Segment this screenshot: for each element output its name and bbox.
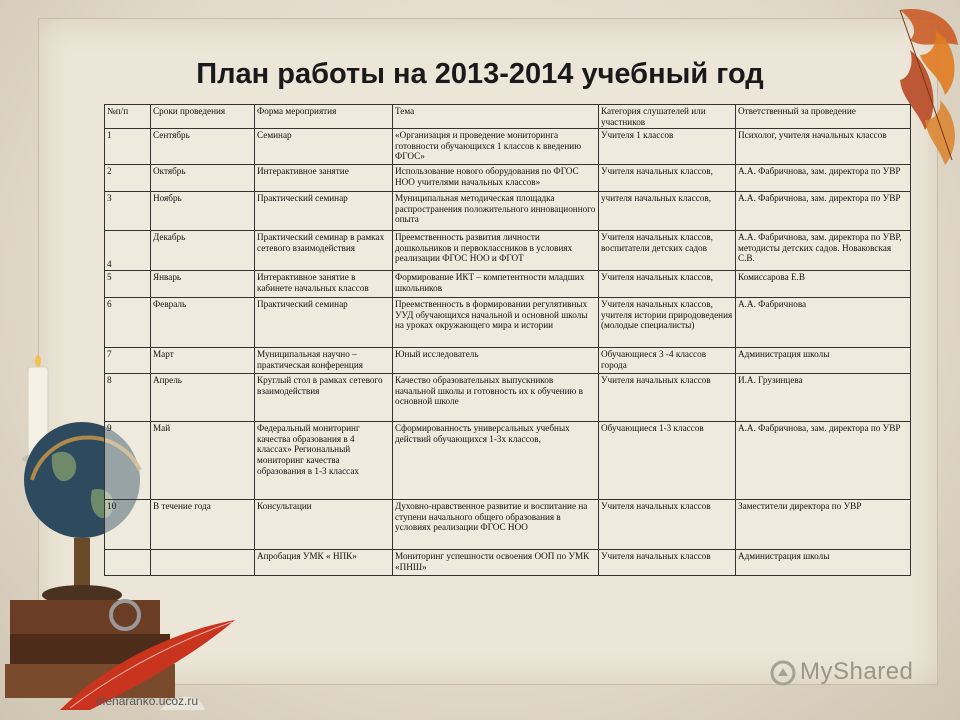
cell-topic: Муниципальная методическая площадка распространения положительного инновационного опыта <box>393 192 599 231</box>
header-audience: Категория слушателей или участников <box>599 105 736 129</box>
cell-responsible: И.А. Грузинцева <box>736 374 911 422</box>
cell-dates: Ноябрь <box>151 192 255 231</box>
cell-dates: Октябрь <box>151 165 255 192</box>
cell-audience: Обучающиеся 1-3 классов <box>599 422 736 500</box>
cell-event-form: Практический семинар <box>255 192 393 231</box>
table-row <box>105 348 911 374</box>
cell-topic: Формирование ИКТ – компетентности младших школьников <box>393 271 599 298</box>
cell-event-form: Практический семинар <box>255 298 393 348</box>
table-row <box>105 165 911 192</box>
cell-topic: Преемственность развития личности дошкольников и первоклассников в условиях реализации ФГОС НОО и ФГОТ <box>393 231 599 271</box>
site-url[interactable]: elenaranko.ucoz.ru <box>96 694 199 708</box>
table-row <box>105 374 911 422</box>
cell-responsible: Психолог, учителя начальных классов <box>736 129 911 165</box>
cell-number: 10 <box>105 500 151 550</box>
table-header-row <box>105 105 911 129</box>
header-dates: Сроки проведения <box>151 105 255 129</box>
cell-topic: Духовно-нравственное развитие и воспитание на ступени начального общего образования в условиях реализации ФГОС НОО <box>393 500 599 550</box>
cell-event-form: Муниципальная научно – практическая конференция <box>255 348 393 374</box>
cell-topic: Мониторинг успешности освоения ООП по УМК «ПНШ» <box>393 550 599 576</box>
cell-number: 3 <box>105 192 151 231</box>
cell-event-form: Интерактивное занятие в кабинете начальных классов <box>255 271 393 298</box>
cell-audience: Учителя начальных классов, <box>599 271 736 298</box>
cell-number: 2 <box>105 165 151 192</box>
cell-responsible: Заместители директора по УВР <box>736 500 911 550</box>
cell-audience: Учителя начальных классов, учителя истории природоведения (молодые специалисты) <box>599 298 736 348</box>
cell-number: 4 <box>105 231 151 271</box>
cell-responsible: Администрация школы <box>736 348 911 374</box>
brand-label: MyShared <box>800 658 914 685</box>
cell-responsible: А.А. Фабричнова, зам. директора по УВР, методисты детских садов. Новаковская С.В. <box>736 231 911 271</box>
page-title: План работы на 2013-2014 учебный год <box>196 58 764 90</box>
cell-event-form: Федеральный мониторинг качества образования в 4 классах» Региональный мониторинг качества образования в 1-3 классах <box>255 422 393 500</box>
cell-topic: Использование нового оборудования по ФГОС НОО учителями начальных классов» <box>393 165 599 192</box>
cell-topic: Сформированность универсальных учебных действий обучающихся 1-3х классов, <box>393 422 599 500</box>
cell-number: 6 <box>105 298 151 348</box>
brand-watermark <box>770 658 913 686</box>
header-topic: Тема <box>393 105 599 129</box>
cell-number: 8 <box>105 374 151 422</box>
header-responsible: Ответственный за проведение <box>736 105 911 129</box>
cell-audience: Учителя начальных классов, воспитатели детских садов <box>599 231 736 271</box>
cell-number: 5 <box>105 271 151 298</box>
cell-responsible: Комиссарова Е.В <box>736 271 911 298</box>
cell-number: 7 <box>105 348 151 374</box>
table-row <box>105 129 911 165</box>
table-row <box>105 500 911 550</box>
cell-audience: Учителя 1 классов <box>599 129 736 165</box>
cell-responsible: А.А. Фабричнова <box>736 298 911 348</box>
cell-topic: «Организация и проведение мониторинга готовности обучающихся 1 классов к введению ФГОС» <box>393 129 599 165</box>
cell-responsible: А.А. Фабричнова, зам. директора по УВР <box>736 165 911 192</box>
cell-topic: Качество образовательных выпускников начальной школы и готовность их к обучению в основной школе <box>393 374 599 422</box>
cell-responsible: Администрация школы <box>736 550 911 576</box>
cell-dates: Сентябрь <box>151 129 255 165</box>
cell-event-form: Консультации <box>255 500 393 550</box>
cell-event-form: Интерактивное занятие <box>255 165 393 192</box>
cell-audience: учителя начальных классов, <box>599 192 736 231</box>
cell-dates: В течение года <box>151 500 255 550</box>
cell-event-form: Апробация УМК « НПК» <box>255 550 393 576</box>
cell-dates <box>151 550 255 576</box>
table-row <box>105 192 911 231</box>
cell-dates: Январь <box>151 271 255 298</box>
cell-dates: Февраль <box>151 298 255 348</box>
cell-event-form: Круглый стол в рамках сетевого взаимодействия <box>255 374 393 422</box>
table-row <box>105 298 911 348</box>
myshared-logo-icon <box>770 660 796 686</box>
cell-dates: Декабрь <box>151 231 255 271</box>
cell-number: 1 <box>105 129 151 165</box>
cell-dates: Май <box>151 422 255 500</box>
cell-dates: Март <box>151 348 255 374</box>
table-row <box>105 231 911 271</box>
header-number: №п/п <box>105 105 151 129</box>
cell-audience: Учителя начальных классов <box>599 500 736 550</box>
cell-responsible: А.А. Фабричнова, зам. директора по УВР <box>736 422 911 500</box>
cell-audience: Обучающиеся 3 -4 классов города <box>599 348 736 374</box>
cell-audience: Учителя начальных классов, <box>599 165 736 192</box>
work-plan-table <box>104 104 911 576</box>
table-row <box>105 271 911 298</box>
cell-event-form: Практический семинар в рамках сетевого взаимодействия <box>255 231 393 271</box>
cell-number: 9 <box>105 422 151 500</box>
cell-topic: Юный исследователь <box>393 348 599 374</box>
table-row <box>105 550 911 576</box>
table-row <box>105 422 911 500</box>
cell-responsible: А.А. Фабричнова, зам. директора по УВР <box>736 192 911 231</box>
cell-dates: Апрель <box>151 374 255 422</box>
header-event-form: Форма мероприятия <box>255 105 393 129</box>
cell-audience: Учителя начальных классов <box>599 374 736 422</box>
cell-audience: Учителя начальных классов <box>599 550 736 576</box>
cell-number <box>105 550 151 576</box>
cell-event-form: Семинар <box>255 129 393 165</box>
cell-topic: Преемственность в формировании регулятивных УУД обучающихся начальной и основной школы на уроках окружающего мира и истории <box>393 298 599 348</box>
